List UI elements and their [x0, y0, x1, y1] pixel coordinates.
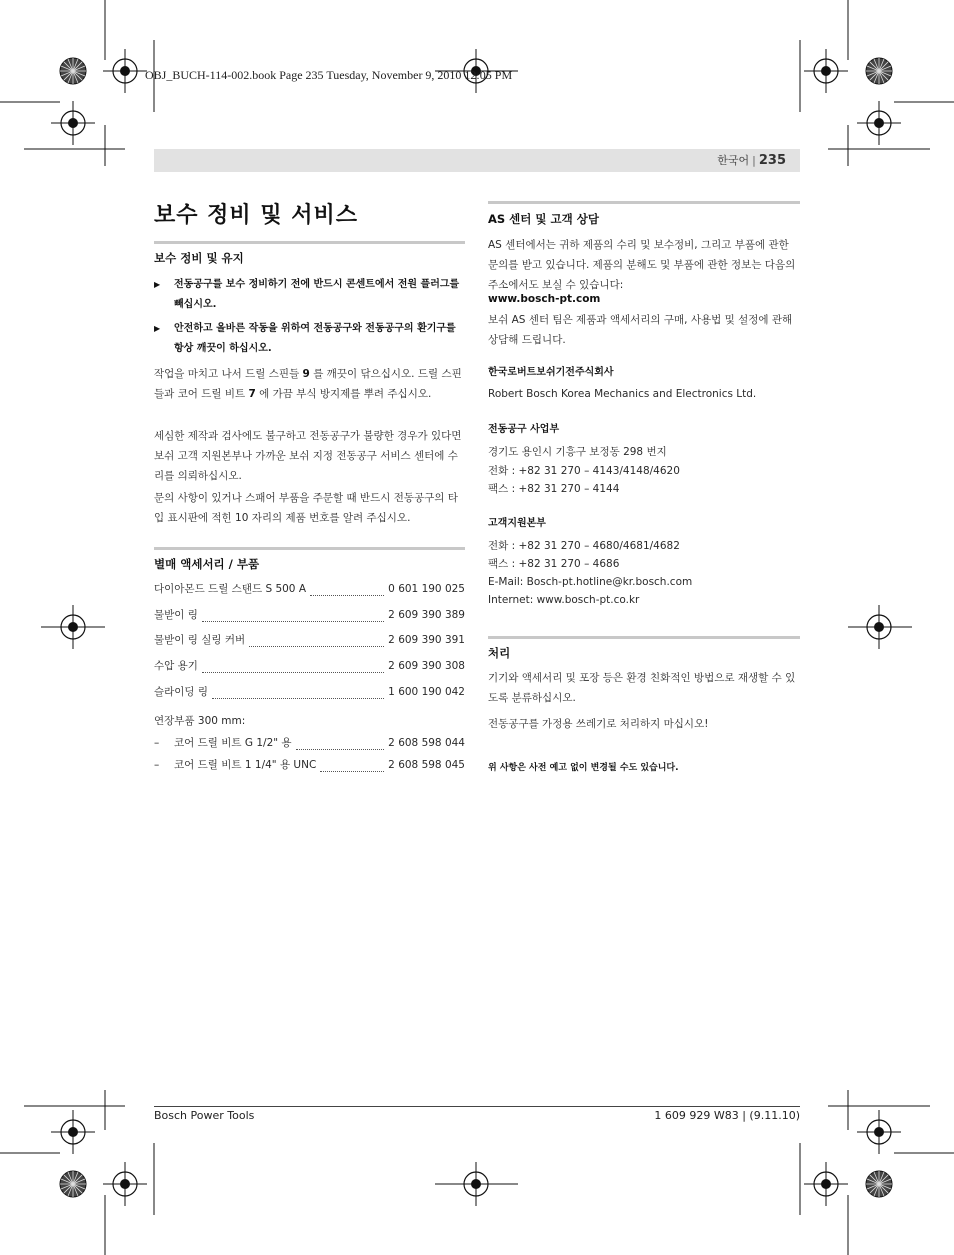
accessory-code: 2 609 390 391	[388, 634, 465, 646]
maintenance-paragraph	[154, 364, 465, 404]
accessory-row	[154, 735, 465, 753]
disposal-paragraph: 기기와 액세서리 및 포장 등은 환경 친화적인 방법으로 재생할 수 있도록 분류하십시오.	[488, 672, 796, 704]
leader-dots	[212, 688, 384, 699]
maintenance-heading: 보수 정비 및 유지	[154, 251, 244, 265]
service-url: www.bosch-pt.com	[488, 293, 601, 305]
disposal-warning: 전동공구를 가정용 쓰레기로 처리하지 마십시오!	[488, 718, 709, 730]
section-rule	[488, 636, 800, 639]
page-title: 보수 정비 및 서비스	[154, 203, 358, 228]
leader-dots	[249, 636, 384, 647]
accessory-name: 코어 드릴 비트 1 1/4" 용 UNC	[174, 759, 317, 771]
bullet-text: 전동공구를 보수 정비하기 전에 반드시 콘센트에서 전원 플러그를 빼십시오.	[174, 279, 460, 310]
leader-dots	[202, 611, 384, 622]
leader-dots	[202, 662, 384, 673]
footer-docnumber: 1 609 929 W83 | (9.11.10)	[654, 1109, 800, 1122]
header-language: 한국어	[717, 154, 750, 167]
support-fax: 팩스 : +82 31 270 – 4686	[488, 558, 620, 570]
safety-bullet	[154, 275, 465, 315]
support-email: E-Mail: Bosch-pt.hotline@kr.bosch.com	[488, 576, 693, 588]
running-header	[154, 149, 800, 172]
service-paragraph: AS 센터에서는 귀하 제품의 수리 및 보수정비, 그리고 부품에 관한 문의를 받고 있습니다. 제품의 분해도 및 부품에 관한 정보는 다음의 주소에서도 보실 수 있습니다:	[488, 239, 796, 291]
print-slug: OBJ_BUCH-114-002.book Page 235 Tuesday, November 9, 2010 12:05 PM	[145, 68, 513, 82]
accessory-row	[154, 607, 465, 625]
section-rule	[154, 241, 465, 244]
accessory-name: 물받이 링	[154, 609, 198, 621]
spare-parts-paragraph: 문의 사항이 있거나 스패어 부품을 주문할 때 반드시 전동공구의 타입 표시판에 적힌 10 자리의 제품 번호를 알려 주십시오.	[154, 492, 458, 524]
header-text	[717, 152, 786, 168]
accessory-row	[154, 658, 465, 676]
division-heading: 전동공구 사업부	[488, 424, 560, 435]
text: 를 깨끗이 닦으십시오. 드릴 스핀들과 코어 드릴 비트	[154, 368, 462, 400]
accessory-code: 2 609 390 389	[388, 609, 465, 621]
accessory-code: 1 600 190 042	[388, 686, 465, 698]
accessory-name: 코어 드릴 비트 G 1/2" 용	[174, 737, 292, 749]
accessory-row	[154, 684, 465, 702]
disposal-heading: 처리	[488, 646, 511, 660]
accessories-heading: 별매 액세서리 / 부품	[154, 557, 260, 571]
part-number: 9	[302, 368, 310, 380]
accessory-code: 2 608 598 044	[388, 737, 465, 749]
support-phone: 전화 : +82 31 270 – 4680/4681/4682	[488, 540, 680, 552]
support-heading: 고객지원본부	[488, 518, 546, 529]
text: 작업을 마치고 나서 드릴 스핀들	[154, 368, 303, 380]
accessory-code: 2 609 390 308	[388, 660, 465, 672]
service-heading: AS 센터 및 고객 상담	[488, 212, 599, 226]
accessory-name: 수압 용기	[154, 660, 198, 672]
address: 경기도 용인시 기흥구 보정동 298 번지	[488, 446, 667, 458]
phone: 전화 : +82 31 270 – 4143/4148/4620	[488, 465, 680, 477]
text: 에 가끔 부식 방지제를 뿌려 주십시오.	[255, 388, 432, 400]
fax: 팩스 : +82 31 270 – 4144	[488, 483, 620, 495]
leader-dots	[296, 739, 385, 750]
bullet-triangle-icon: ▶	[154, 280, 161, 289]
footer-brand: Bosch Power Tools	[154, 1109, 255, 1122]
accessory-name: 슬라이딩 링	[154, 686, 209, 698]
page-number: 235	[758, 153, 786, 168]
leader-dots	[320, 761, 384, 772]
accessory-code: 2 608 598 045	[388, 759, 465, 771]
bullet-text: 안전하고 올바른 작동을 위하여 전동공구와 전동공구의 환기구를 항상 깨끗이 하십시오.	[174, 323, 456, 354]
section-rule	[488, 201, 800, 204]
change-notice: 위 사항은 사전 예고 없이 변경될 수도 있습니다.	[488, 763, 679, 773]
header-separator: |	[752, 154, 756, 167]
leader-dots	[310, 585, 384, 596]
extension-label: 연장부품 300 mm:	[154, 715, 246, 727]
accessory-row	[154, 757, 465, 775]
section-rule	[154, 547, 465, 550]
repair-paragraph: 세심한 제작과 검사에도 불구하고 전동공구가 불량한 경우가 있다면 보쉬 고객 지원본부나 가까운 보쉬 지정 전동공구 서비스 센터에 수리를 의뢰하십시오.	[154, 430, 462, 482]
consultation-paragraph: 보쉬 AS 센터 팀은 제품과 액세서리의 구매, 사용법 및 설정에 관해 상담해 드립니다.	[488, 314, 793, 346]
support-internet: Internet: www.bosch-pt.co.kr	[488, 594, 640, 606]
accessory-row	[154, 581, 465, 599]
accessory-name: 물받이 링 실링 커버	[154, 634, 246, 646]
list-dash: –	[154, 737, 160, 749]
footer-rule	[154, 1106, 800, 1107]
bullet-triangle-icon: ▶	[154, 324, 161, 333]
company-heading: 한국로버트보쉬기전주식회사	[488, 367, 614, 378]
part-number: 7	[248, 388, 256, 400]
company-name: Robert Bosch Korea Mechanics and Electronics Ltd.	[488, 388, 757, 400]
accessory-name: 다이아몬드 드릴 스탠드 S 500 A	[154, 583, 307, 595]
list-dash: –	[154, 759, 160, 771]
safety-bullet	[154, 319, 465, 359]
accessory-code: 0 601 190 025	[388, 583, 465, 595]
accessory-row	[154, 632, 465, 650]
